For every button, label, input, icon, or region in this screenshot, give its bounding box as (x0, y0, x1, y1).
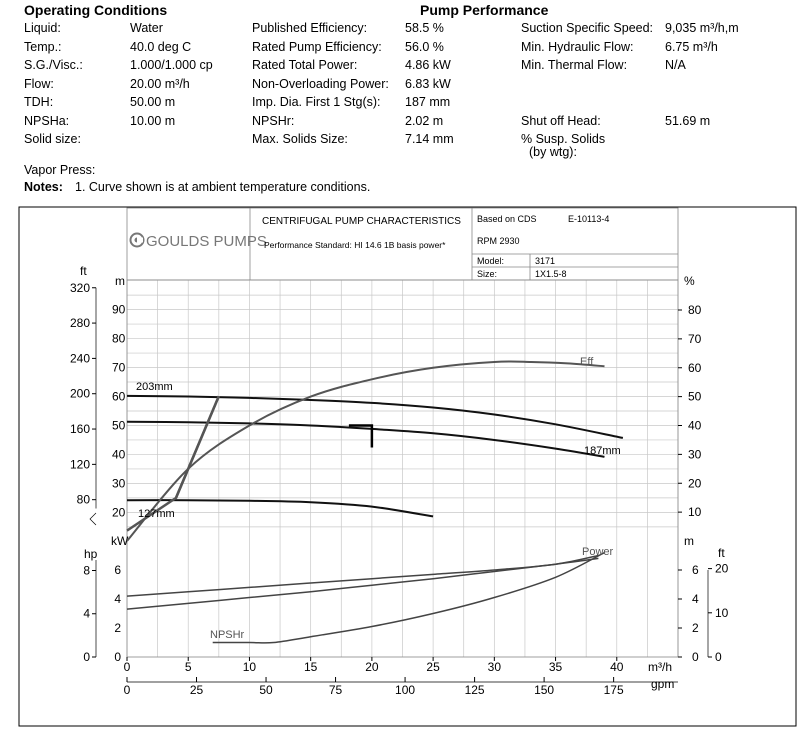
head-m-tick-label: 30 (112, 476, 126, 491)
title-block (127, 208, 678, 280)
performance-value: 2.02 m (405, 113, 444, 128)
operating-label: S.G./Visc.: (24, 58, 83, 72)
npsh-m-tick-label: 4 (692, 592, 699, 606)
x-tick-label: 20 (365, 660, 379, 674)
head-m-tick-label: 60 (112, 389, 126, 404)
187mm-curve (127, 422, 605, 457)
performance-label: Max. Solids Size: (252, 132, 348, 146)
based-on: Based on CDS (477, 214, 537, 224)
performance-value: 7.14 mm (405, 132, 454, 146)
size-value: 1X1.5-8 (535, 269, 567, 279)
x-unit-label: m³/h (648, 660, 672, 674)
extra-label-2: (by wtg): (529, 145, 577, 159)
head-ft-tick-label: 240 (69, 351, 90, 366)
label-npshr: NPSHr (210, 629, 245, 641)
gpm-tick-label: 175 (603, 683, 624, 697)
x-tick-label: 35 (548, 660, 563, 674)
x-tick-label: 0 (123, 660, 131, 674)
curve-number: E-10113-4 (568, 214, 610, 224)
label-203mm: 203mm (136, 381, 173, 393)
pump-performance-title: Pump Performance (420, 2, 549, 18)
head-m-tick-label: 90 (112, 302, 126, 317)
performance-label: NPSHr: (252, 113, 295, 128)
head-m-unit: m (115, 274, 125, 288)
performance-value: 187 mm (405, 95, 451, 109)
x-tick-label: 25 (426, 660, 440, 674)
rpm: RPM 2930 (477, 236, 520, 246)
203mm-curve (127, 396, 623, 438)
chart-title: CENTRIFUGAL PUMP CHARACTERISTICS (262, 216, 461, 227)
head-m-tick-label: 20 (112, 505, 126, 520)
x-tick-label: 15 (303, 660, 318, 674)
operating-value: 20.00 m³/h (130, 76, 190, 91)
eff-tick-label: 60 (688, 360, 702, 375)
power-hp-tick-label: 4 (83, 606, 90, 621)
gpm-unit-label: gpm (651, 677, 675, 691)
operating-label: NPSHa: (24, 113, 70, 128)
head-ft-tick-label: 320 (69, 280, 90, 295)
extra-value: 6.75 m³/h (665, 39, 718, 54)
performance-label: Rated Pump Efficiency: (252, 39, 382, 54)
operating-conditions-title: Operating Conditions (24, 2, 168, 18)
extra-label: Suction Specific Speed: (521, 21, 654, 35)
gpm-tick-label: 150 (534, 683, 555, 697)
head-m-tick-label: 50 (112, 418, 126, 433)
extra-value: 51.69 m (665, 113, 711, 128)
power-kw-unit: kW (111, 534, 129, 548)
x-tick-label: 10 (242, 660, 257, 674)
operating-label: Solid size: (24, 132, 81, 146)
npsh-m-unit: m (684, 534, 694, 548)
performance-value: 56.0 % (405, 39, 444, 54)
power-hp-tick-label: 8 (83, 563, 90, 578)
eff-tick-label: 70 (688, 331, 702, 346)
power-kw-tick-label: 6 (114, 563, 121, 577)
line-8-curve (176, 396, 219, 498)
head-m-tick-label: 70 (112, 360, 126, 375)
chart-border (19, 207, 796, 726)
extra-label: Min. Thermal Flow: (521, 58, 628, 72)
power-kw-tick-label: 2 (114, 621, 121, 635)
gpm-tick-label: 75 (328, 683, 343, 697)
eff-tick-label: 30 (688, 447, 702, 462)
chart-grid (127, 280, 678, 657)
operating-value: 40.0 deg C (130, 39, 192, 54)
npsh-ft-tick-label: 0 (715, 650, 722, 664)
npsh-m-tick-label: 2 (692, 621, 699, 635)
npsh-ft-unit: ft (718, 546, 725, 560)
power-hp-unit: hp (84, 547, 98, 561)
size-label: Size: (477, 269, 498, 279)
performance-label: Rated Total Power: (252, 58, 358, 72)
notes-label: Notes: (24, 180, 63, 194)
gpm-tick-label: 50 (259, 683, 273, 697)
operating-value: 50.00 m (130, 95, 176, 109)
npsh-ft-tick-label: 20 (715, 561, 729, 576)
performance-label: Non-Overloading Power: (252, 76, 389, 91)
extra-label: % Susp. Solids (521, 132, 606, 146)
operating-value: Water (130, 21, 163, 35)
eff-tick-label: 40 (688, 418, 702, 433)
label-127mm: 127mm (138, 508, 175, 520)
performance-value: 4.86 kW (405, 58, 451, 72)
chart-annotations (136, 356, 621, 641)
operating-label: TDH: (24, 95, 54, 109)
eff-tick-label: 80 (688, 303, 702, 317)
head-ft-tick-label: 120 (69, 457, 90, 472)
eff-tick-label: 20 (688, 476, 702, 491)
operating-label: Liquid: (24, 21, 61, 35)
performance-standard: Performance Standard: HI 14.6 1B basis power* (264, 240, 446, 250)
performance-value: 6.83 kW (405, 76, 451, 91)
extra-value: N/A (665, 58, 686, 72)
eff-unit: % (684, 274, 695, 288)
head-ft-tick-label: 280 (69, 316, 90, 331)
head-ft-unit: ft (80, 264, 87, 278)
x-tick-label: 40 (610, 660, 624, 674)
head-m-tick-label: 80 (112, 331, 126, 346)
head-ft-tick-label: 160 (69, 422, 90, 437)
chart-curves (127, 361, 623, 642)
gpm-tick-label: 0 (123, 683, 131, 697)
model-label: Model: (477, 256, 505, 266)
gpm-tick-label: 100 (395, 683, 416, 697)
notes-text: 1. Curve shown is at ambient temperature conditions. (75, 180, 371, 194)
npsh-ft-tick-label: 10 (715, 605, 729, 620)
head-m-tick-label: 40 (112, 447, 126, 462)
gpm-tick-label: 125 (464, 683, 485, 697)
performance-label: Published Efficiency: (252, 21, 368, 35)
gpm-tick-label: 25 (189, 683, 204, 697)
label-power: Power (582, 546, 614, 558)
eff-tick-label: 10 (688, 505, 702, 520)
operating-label: Flow: (24, 76, 54, 91)
logo-text: GOULDS PUMPS (146, 233, 267, 250)
power-kw-tick-label: 0 (114, 650, 121, 664)
power-curve (127, 558, 598, 609)
head-ft-tick-label: 80 (76, 492, 90, 507)
npsh-m-tick-label: 6 (692, 563, 699, 577)
power-5-curve (127, 556, 598, 597)
performance-value: 58.5 % (405, 21, 444, 35)
model-value: 3171 (535, 256, 556, 266)
performance-label: Imp. Dia. First 1 Stg(s): (252, 95, 381, 109)
axis-break-icon (90, 513, 96, 525)
npsh-m-tick-label: 0 (692, 650, 699, 664)
extra-label: Min. Hydraulic Flow: (521, 39, 634, 54)
power-kw-tick-label: 4 (114, 592, 121, 606)
power-hp-tick-label: 0 (83, 650, 90, 664)
extra-label: Shut off Head: (521, 113, 601, 128)
label-187mm: 187mm (584, 445, 621, 457)
operating-value: 1.000/1.000 cp (130, 58, 213, 72)
x-tick-label: 30 (487, 660, 502, 674)
chart-axes (70, 264, 729, 697)
eff-tick-label: 50 (688, 389, 702, 404)
x-tick-label: 5 (184, 660, 192, 674)
operating-value: 10.00 m (130, 113, 176, 128)
eff-curve (127, 361, 605, 541)
extra-value: 9,035 m³/h,m (665, 21, 739, 35)
label-eff: Eff (580, 356, 594, 368)
head-ft-tick-label: 200 (69, 386, 90, 401)
operating-label: Temp.: (24, 39, 62, 54)
vapor-press-label: Vapor Press: (24, 163, 96, 177)
